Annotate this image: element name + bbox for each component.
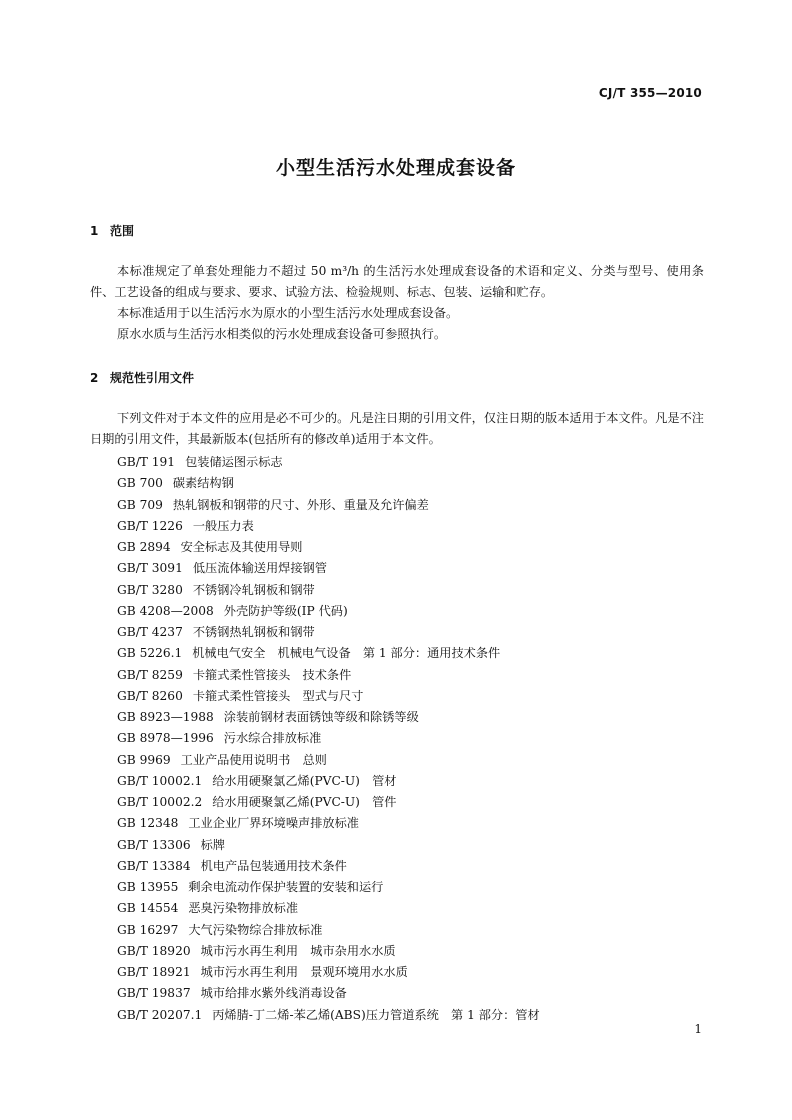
reference-title: 卡箍式柔性管接头 技术条件	[192, 667, 352, 682]
reference-code: GB/T 8259	[117, 667, 183, 682]
reference-code: GB 700	[117, 476, 163, 491]
section-1-heading	[90, 222, 134, 239]
section-2-heading	[90, 369, 194, 386]
reference-item	[117, 707, 540, 728]
reference-code: GB 4208—2008	[117, 603, 214, 618]
reference-item	[117, 452, 540, 473]
reference-title: 城市污水再生利用 景观环境用水水质	[200, 965, 408, 979]
reference-title: 安全标志及其使用导则	[180, 540, 303, 554]
section-2-number: 2	[90, 371, 99, 385]
reference-item	[117, 771, 540, 792]
reference-title: 机械电气安全 机械电气设备 第 1 部分：通用技术条件	[192, 646, 501, 661]
reference-title: 城市污水再生利用 城市杂用水水质	[200, 943, 396, 958]
reference-code: GB/T 19837	[117, 986, 191, 1001]
reference-item	[117, 898, 540, 919]
reference-item	[117, 920, 540, 941]
reference-title: 丙烯腈-丁二烯-苯乙烯(ABS)压力管道系统 第 1 部分：管材	[212, 1007, 540, 1022]
reference-title: 低压流体输送用焊接钢管	[192, 561, 327, 576]
document-title: 小型生活污水处理成套设备	[275, 157, 516, 179]
section-1-title: 范围	[110, 224, 135, 238]
reference-code: GB 14554	[117, 901, 179, 916]
reference-item	[117, 473, 540, 494]
reference-title: 外壳防护等级(IP 代码)	[223, 603, 348, 618]
reference-code: GB/T 3280	[117, 582, 183, 597]
references-intro: 下列文件对于本文件的应用是必不可少的。凡是注日期的引用文件，仅注日期的版本适用于本文件。凡是不注日期的引用文件，其最新版本(包括所有的修改单)适用于本文件。	[90, 411, 704, 446]
scope-paragraph-2: 本标准适用于以生活污水为原水的小型生活污水处理成套设备。	[117, 306, 459, 320]
section-1-number: 1	[90, 224, 99, 238]
reference-title: 涂装前钢材表面锈蚀等级和除锈等级	[223, 710, 419, 724]
reference-item	[117, 558, 540, 579]
reference-item	[117, 941, 540, 962]
reference-code: GB/T 10002.2	[117, 795, 203, 809]
reference-code: GB 709	[117, 497, 163, 512]
reference-title: 工业企业厂界环境噪声排放标准	[188, 816, 359, 831]
scope-paragraph-3: 原水水质与生活污水相类似的污水处理成套设备可参照执行。	[117, 327, 447, 341]
reference-list	[117, 452, 540, 1026]
reference-item	[117, 792, 540, 813]
reference-title: 包装储运图示标志	[185, 455, 283, 469]
reference-title: 不锈钢热轧钢板和钢带	[192, 625, 315, 639]
reference-item	[117, 728, 540, 749]
reference-code: GB/T 191	[117, 455, 176, 469]
reference-title: 污水综合排放标准	[223, 731, 322, 746]
reference-code: GB/T 1226	[117, 518, 183, 533]
reference-code: GB 8978—1996	[117, 731, 214, 746]
standard-code: CJ/T 355—2010	[598, 86, 702, 100]
reference-item	[117, 537, 540, 558]
reference-title: 机电产品包装通用技术条件	[200, 858, 347, 873]
reference-code: GB 8923—1988	[117, 710, 214, 724]
reference-code: GB/T 18920	[117, 943, 191, 958]
reference-item	[117, 580, 540, 601]
reference-item	[117, 983, 540, 1004]
reference-code: GB/T 4237	[117, 625, 183, 639]
reference-item	[117, 643, 540, 664]
reference-title: 恶臭污染物排放标准	[188, 901, 299, 916]
reference-item	[117, 686, 540, 707]
reference-code: GB 13955	[117, 880, 179, 894]
reference-title: 一般压力表	[192, 518, 254, 533]
reference-code: GB/T 3091	[117, 561, 183, 576]
reference-title: 给水用硬聚氯乙烯(PVC-U) 管材	[212, 773, 397, 788]
reference-code: GB/T 10002.1	[117, 773, 203, 788]
reference-code: GB/T 13306	[117, 837, 191, 852]
reference-code: GB 12348	[117, 816, 179, 831]
page-number: 1	[694, 1022, 702, 1036]
reference-code: GB/T 13384	[117, 858, 191, 873]
reference-title: 剩余电流动作保护装置的安装和运行	[188, 880, 384, 894]
reference-code: GB/T 8260	[117, 688, 183, 703]
reference-code: GB/T 20207.1	[117, 1007, 203, 1022]
reference-code: GB/T 18921	[117, 965, 191, 979]
scope-paragraph-1: 本标准规定了单套处理能力不超过 50 m³/h 的生活污水处理成套设备的术语和定义、分类与型号、使用条件、工艺设备的组成与要求、要求、试验方法、检验规则、标志、包装、运输和贮存。	[90, 264, 704, 299]
section-2-title: 规范性引用文件	[110, 371, 195, 385]
reference-item	[117, 813, 540, 834]
reference-title: 城市给排水紫外线消毒设备	[200, 986, 347, 1001]
reference-title: 热轧钢板和钢带的尺寸、外形、重量及允许偏差	[172, 497, 429, 512]
reference-item	[117, 856, 540, 877]
reference-title: 碳素结构钢	[172, 476, 234, 491]
reference-item	[117, 835, 540, 856]
reference-item	[117, 1005, 540, 1026]
reference-code: GB 5226.1	[117, 646, 183, 661]
reference-title: 卡箍式柔性管接头 型式与尺寸	[192, 688, 364, 703]
reference-item	[117, 665, 540, 686]
reference-code: GB 2894	[117, 540, 171, 554]
reference-item	[117, 962, 540, 983]
reference-item	[117, 601, 540, 622]
reference-code: GB 16297	[117, 922, 179, 937]
reference-item	[117, 750, 540, 771]
reference-item	[117, 495, 540, 516]
reference-item	[117, 622, 540, 643]
reference-code: GB 9969	[117, 752, 171, 767]
reference-title: 大气污染物综合排放标准	[188, 922, 323, 937]
reference-item	[117, 877, 540, 898]
reference-item	[117, 516, 540, 537]
reference-title: 标牌	[200, 837, 225, 852]
reference-title: 工业产品使用说明书 总则	[180, 752, 327, 767]
reference-title: 不锈钢冷轧钢板和钢带	[192, 582, 315, 597]
reference-title: 给水用硬聚氯乙烯(PVC-U) 管件	[212, 795, 397, 809]
